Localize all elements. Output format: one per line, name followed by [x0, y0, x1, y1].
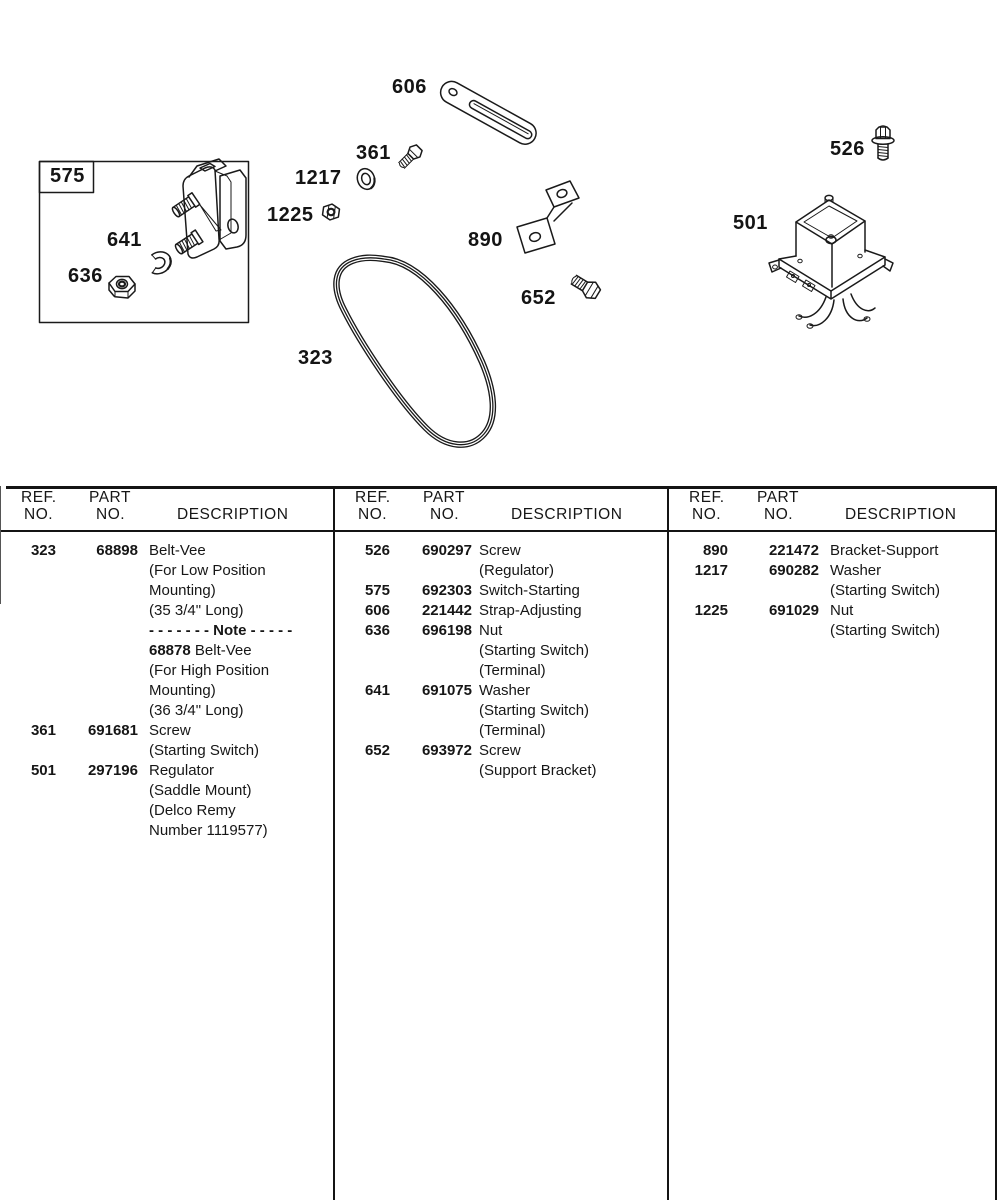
part-no	[390, 721, 472, 741]
description: Screw	[149, 722, 191, 739]
ref-no	[334, 641, 390, 661]
strap-adjusting-drawing	[437, 78, 540, 149]
ref-no	[0, 781, 56, 801]
ref-no	[0, 561, 56, 581]
part-no	[390, 561, 472, 581]
header-part-no: NO.	[96, 506, 126, 523]
nut-1225-drawing	[322, 203, 340, 221]
part-no: 696198	[421, 622, 472, 639]
ref-no	[0, 641, 56, 661]
table-line	[334, 661, 664, 681]
table-line	[0, 581, 330, 601]
header-part: PART	[89, 489, 131, 506]
ref-no	[668, 581, 728, 601]
part-no	[56, 661, 138, 681]
description: (Starting Switch)	[479, 702, 590, 719]
ref-no	[334, 761, 390, 781]
table-line	[668, 581, 998, 601]
part-no	[390, 761, 472, 781]
ref-no	[334, 661, 390, 681]
ref-no: 890	[702, 542, 728, 559]
screw-652-drawing	[568, 271, 603, 302]
description: (Delco Remy	[149, 802, 236, 819]
part-no: 691029	[768, 602, 819, 619]
ref-no	[0, 661, 56, 681]
ref-no	[0, 621, 56, 641]
table-line	[334, 701, 664, 721]
table-line	[334, 601, 664, 621]
table-line	[0, 761, 330, 781]
part-label-501: 501	[733, 212, 768, 234]
part-label-641: 641	[107, 229, 142, 251]
regulator-drawing	[769, 195, 893, 328]
description: Nut	[479, 622, 503, 639]
table-line	[0, 621, 330, 641]
parts-column-2	[334, 541, 664, 781]
description: (35 3/4" Long)	[149, 602, 244, 619]
screw-361-drawing	[396, 143, 424, 171]
part-label-1217: 1217	[295, 167, 342, 189]
ref-no: 526	[364, 542, 390, 559]
table-line	[0, 821, 330, 841]
ref-no: 606	[364, 602, 390, 619]
screw-526-drawing	[872, 126, 894, 160]
ref-no	[334, 701, 390, 721]
ref-no: 1217	[694, 562, 728, 579]
part-label-636: 636	[68, 265, 103, 287]
part-no	[56, 741, 138, 761]
belt-vee-drawing	[336, 258, 492, 445]
description: (Starting Switch)	[479, 642, 590, 659]
description: (Regulator)	[479, 562, 555, 579]
washer-641-drawing	[145, 248, 175, 277]
table-line	[334, 581, 664, 601]
table-line	[0, 681, 330, 701]
ref-no	[334, 561, 390, 581]
part-no	[56, 701, 138, 721]
table-header	[668, 489, 1000, 529]
table-line	[0, 741, 330, 761]
ref-no: 361	[30, 722, 56, 739]
part-no: 691075	[421, 682, 472, 699]
table-line	[334, 621, 664, 641]
ref-no: 652	[364, 742, 390, 759]
description: (Starting Switch)	[830, 622, 941, 639]
part-label-361: 361	[356, 142, 391, 164]
header-ref: REF.	[21, 489, 57, 506]
part-no	[56, 601, 138, 621]
header-ref-no: NO.	[24, 506, 54, 523]
description: Screw	[479, 542, 521, 559]
ref-no	[0, 821, 56, 841]
ref-no	[0, 741, 56, 761]
table-line	[668, 561, 998, 581]
ref-no: 323	[30, 542, 56, 559]
header-ref-no: NO.	[692, 506, 722, 523]
ref-no	[0, 681, 56, 701]
description: (Saddle Mount)	[149, 782, 252, 799]
table-header-rule	[0, 530, 997, 532]
part-no: 297196	[87, 762, 138, 779]
bracket-support-drawing	[517, 181, 579, 253]
part-no	[390, 701, 472, 721]
washer-1217-drawing	[355, 166, 378, 191]
table-line	[0, 701, 330, 721]
ref-no: 575	[364, 582, 390, 599]
description: Washer	[479, 682, 531, 699]
table-line	[668, 541, 998, 561]
header-ref-no: NO.	[358, 506, 388, 523]
header-description: DESCRIPTION	[511, 506, 623, 523]
description: Strap-Adjusting	[479, 602, 582, 619]
nut-636-drawing	[109, 277, 135, 299]
description: (Starting Switch)	[149, 742, 260, 759]
header-description: DESCRIPTION	[845, 506, 957, 523]
description: (36 3/4" Long)	[149, 702, 244, 719]
description: (For High Position	[149, 662, 270, 679]
table-line	[0, 661, 330, 681]
header-ref: REF.	[689, 489, 725, 506]
table-line	[0, 541, 330, 561]
table-header	[334, 489, 667, 529]
ref-no	[0, 581, 56, 601]
table-line	[0, 721, 330, 741]
description: (Terminal)	[479, 722, 546, 739]
part-no	[56, 581, 138, 601]
part-no: 690282	[768, 562, 819, 579]
description: (Support Bracket)	[479, 762, 597, 779]
parts-column-1	[0, 541, 330, 841]
ref-no: 641	[364, 682, 390, 699]
description: Regulator	[149, 762, 215, 779]
ref-no	[668, 621, 728, 641]
part-no: 221442	[421, 602, 472, 619]
part-label-890: 890	[468, 229, 503, 251]
header-part: PART	[423, 489, 465, 506]
switch-starting-drawing	[170, 159, 246, 258]
part-label-606: 606	[392, 76, 427, 98]
description: Mounting)	[149, 682, 216, 699]
part-no	[390, 641, 472, 661]
ref-no	[0, 701, 56, 721]
ref-no: 636	[364, 622, 390, 639]
part-no: 68898	[96, 542, 138, 559]
parts-column-3	[668, 541, 998, 641]
table-line	[334, 681, 664, 701]
part-no	[56, 561, 138, 581]
description: Belt-Vee	[149, 542, 206, 559]
part-no: 221472	[768, 542, 819, 559]
table-line	[0, 801, 330, 821]
part-no	[56, 621, 138, 641]
header-ref: REF.	[355, 489, 391, 506]
description: - - - - - - - Note - - - - -	[149, 622, 293, 639]
part-no	[56, 781, 138, 801]
description: (Terminal)	[479, 662, 546, 679]
table-line	[334, 541, 664, 561]
ref-no: 501	[30, 762, 56, 779]
ref-no	[0, 801, 56, 821]
description: Bracket-Support	[830, 542, 939, 559]
header-part-no: NO.	[430, 506, 460, 523]
part-label-1225: 1225	[267, 204, 314, 226]
description: Switch-Starting	[479, 582, 580, 599]
description: Nut	[830, 602, 854, 619]
ref-no	[334, 721, 390, 741]
header-part: PART	[757, 489, 799, 506]
part-label-575: 575	[50, 165, 85, 187]
part-no	[390, 661, 472, 681]
description: Screw	[479, 742, 521, 759]
table-line	[668, 601, 998, 621]
ref-no: 1225	[694, 602, 728, 619]
table-line	[334, 641, 664, 661]
part-no: 690297	[421, 542, 472, 559]
table-line	[334, 761, 664, 781]
part-no	[728, 621, 819, 641]
part-no	[56, 801, 138, 821]
table-line	[334, 721, 664, 741]
part-no: 692303	[421, 582, 472, 599]
description: (Starting Switch)	[830, 582, 941, 599]
description: Mounting)	[149, 582, 216, 599]
table-line	[0, 641, 330, 661]
table-header	[0, 489, 333, 529]
table-line	[668, 621, 998, 641]
part-no	[56, 641, 138, 661]
table-line	[0, 601, 330, 621]
description: Washer	[830, 562, 882, 579]
description: 68878 Belt-Vee	[149, 642, 252, 659]
part-label-652: 652	[521, 287, 556, 309]
part-no	[56, 681, 138, 701]
table-line	[0, 561, 330, 581]
table-line	[0, 781, 330, 801]
description: (For Low Position	[149, 562, 266, 579]
header-description: DESCRIPTION	[177, 506, 289, 523]
ref-no	[0, 601, 56, 621]
description: Number 1119577)	[149, 822, 268, 839]
header-part-no: NO.	[764, 506, 794, 523]
part-no	[728, 581, 819, 601]
part-label-323: 323	[298, 347, 333, 369]
part-no: 691681	[87, 722, 138, 739]
part-label-526: 526	[830, 138, 865, 160]
table-line	[334, 561, 664, 581]
part-no: 693972	[421, 742, 472, 759]
table-line	[334, 741, 664, 761]
part-no	[56, 821, 138, 841]
